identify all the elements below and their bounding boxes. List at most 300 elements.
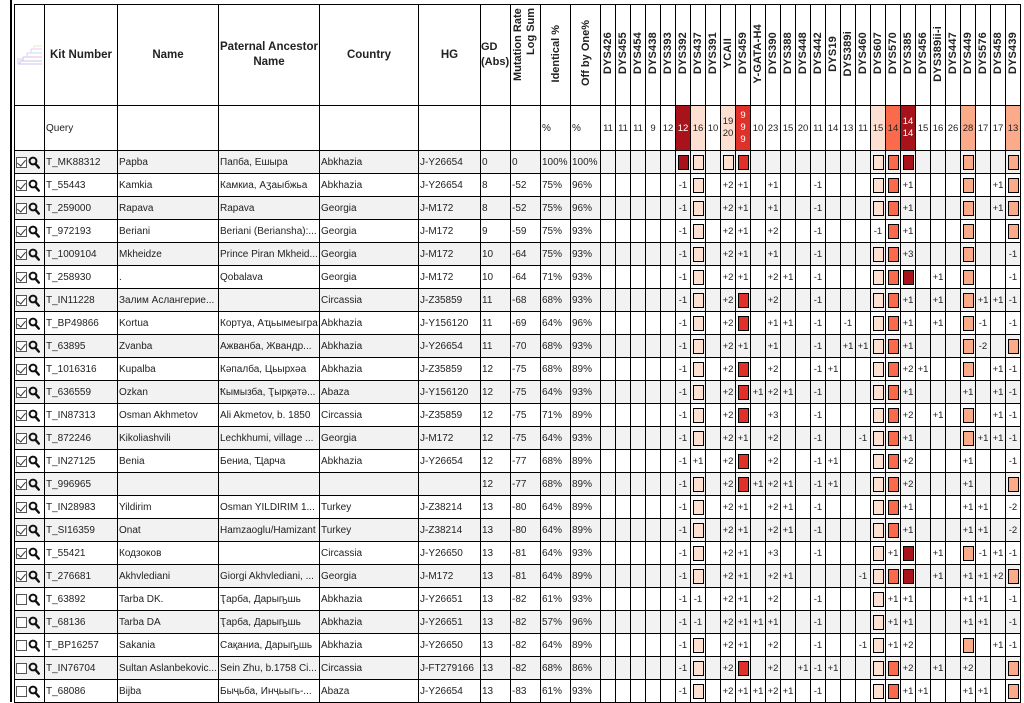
table-row[interactable] bbox=[15, 335, 1021, 358]
haplogroup: J-Y26654 bbox=[419, 151, 481, 174]
marker-diff bbox=[706, 243, 721, 266]
table-row[interactable] bbox=[15, 289, 1021, 312]
col-marker-dys391[interactable] bbox=[706, 5, 721, 106]
marker-match-block bbox=[886, 381, 901, 404]
search-icon[interactable] bbox=[28, 317, 41, 330]
haplogroup: J-Y26654 bbox=[419, 450, 481, 473]
marker-diff bbox=[661, 473, 676, 496]
search-icon[interactable] bbox=[28, 294, 41, 307]
marker-diff bbox=[781, 289, 796, 312]
col-hg[interactable]: HG bbox=[419, 5, 481, 106]
marker-diff bbox=[661, 404, 676, 427]
row-checkbox[interactable] bbox=[16, 341, 27, 352]
col-off-by-one[interactable] bbox=[571, 5, 601, 106]
name: Benia bbox=[118, 450, 219, 473]
row-checkbox[interactable] bbox=[16, 226, 27, 237]
marker-diff bbox=[646, 358, 661, 381]
marker-diff bbox=[916, 404, 931, 427]
table-row[interactable] bbox=[15, 220, 1021, 243]
search-icon[interactable] bbox=[28, 501, 41, 514]
marker-match-block bbox=[691, 312, 706, 335]
table-row[interactable] bbox=[15, 634, 1021, 657]
query-mr-cell bbox=[511, 106, 541, 151]
row-checkbox[interactable] bbox=[16, 295, 27, 306]
marker-diff: -1 bbox=[1006, 611, 1021, 634]
mutation-rate: -80 bbox=[511, 519, 541, 542]
col-marker-dys390[interactable] bbox=[766, 5, 781, 106]
search-icon[interactable] bbox=[28, 570, 41, 583]
marker-diff bbox=[601, 634, 616, 657]
marker-diff: -1 bbox=[1006, 381, 1021, 404]
identical-percent: 61% bbox=[541, 588, 571, 611]
kit-number[interactable]: T_1016316 bbox=[45, 358, 118, 381]
col-marker-dys439[interactable] bbox=[1006, 5, 1021, 106]
kit-number[interactable]: T_972193 bbox=[45, 220, 118, 243]
row-checkbox[interactable] bbox=[16, 272, 27, 283]
marker-label: YCAII bbox=[722, 38, 734, 69]
kit-number[interactable]: T_IN27125 bbox=[45, 450, 118, 473]
off-by-one-percent: 89% bbox=[571, 634, 601, 657]
search-icon[interactable] bbox=[28, 248, 41, 261]
marker-diff bbox=[841, 197, 856, 220]
kit-number[interactable]: T_55443 bbox=[45, 174, 118, 197]
marker-diff bbox=[931, 427, 946, 450]
table-row[interactable] bbox=[15, 588, 1021, 611]
marker-diff: +2 bbox=[901, 657, 916, 680]
marker-match-block bbox=[886, 427, 901, 450]
country: Circassia bbox=[320, 404, 419, 427]
marker-match-block bbox=[691, 404, 706, 427]
col-country[interactable]: Country bbox=[320, 5, 419, 106]
marker-diff bbox=[616, 588, 631, 611]
col-marker-dys392[interactable] bbox=[676, 5, 691, 106]
kit-number[interactable]: T_IN11228 bbox=[45, 289, 118, 312]
marker-diff bbox=[931, 174, 946, 197]
identical-percent: 68% bbox=[541, 450, 571, 473]
marker-label: DYS570 bbox=[887, 32, 899, 75]
row-checkbox[interactable] bbox=[16, 663, 27, 674]
kit-number[interactable]: T_55421 bbox=[45, 542, 118, 565]
marker-diff bbox=[946, 174, 961, 197]
table-row[interactable] bbox=[15, 358, 1021, 381]
col-marker-dys458[interactable] bbox=[991, 5, 1006, 106]
table-row[interactable] bbox=[15, 197, 1021, 220]
col-marker-ycaii[interactable] bbox=[721, 5, 736, 106]
marker-diff: +2 bbox=[766, 496, 781, 519]
marker-diff bbox=[856, 542, 871, 565]
table-row[interactable] bbox=[15, 381, 1021, 404]
query-marker-value: 11 bbox=[601, 106, 616, 151]
row-checkbox[interactable] bbox=[16, 203, 27, 214]
marker-diff bbox=[826, 565, 841, 588]
search-icon[interactable] bbox=[28, 271, 41, 284]
table-row[interactable] bbox=[15, 243, 1021, 266]
col-marker-dys447[interactable] bbox=[946, 5, 961, 106]
marker-diff bbox=[946, 289, 961, 312]
marker-diff: +1 bbox=[781, 473, 796, 496]
marker-diff: +2 bbox=[721, 611, 736, 634]
col-marker-dys442[interactable] bbox=[811, 5, 826, 106]
marker-color-block bbox=[1008, 684, 1019, 699]
marker-label: DYS389ii-i bbox=[932, 25, 944, 82]
col-marker-dys448[interactable] bbox=[796, 5, 811, 106]
marker-match-block bbox=[961, 243, 976, 266]
col-marker-dys393[interactable] bbox=[661, 5, 676, 106]
table-row[interactable] bbox=[15, 611, 1021, 634]
marker-diff bbox=[781, 220, 796, 243]
table-row[interactable] bbox=[15, 565, 1021, 588]
table-row[interactable] bbox=[15, 473, 1021, 496]
col-paternal-ancestor[interactable]: Paternal Ancestor Name bbox=[219, 5, 320, 106]
col-marker-dys576[interactable] bbox=[976, 5, 991, 106]
marker-color-block bbox=[873, 408, 884, 423]
marker-diff: +1 bbox=[736, 174, 751, 197]
search-icon[interactable] bbox=[28, 547, 41, 560]
marker-diff bbox=[646, 657, 661, 680]
paternal-ancestor: Osman YILDIRIM 1... bbox=[219, 496, 320, 519]
marker-match-block bbox=[886, 243, 901, 266]
paternal-ancestor: Ҟымызба, Ҭырқәтә... bbox=[219, 381, 320, 404]
row-checkbox[interactable] bbox=[16, 364, 27, 375]
marker-diff bbox=[751, 657, 766, 680]
query-select-cell bbox=[15, 106, 45, 151]
col-marker-dys426[interactable] bbox=[601, 5, 616, 106]
select-cell bbox=[15, 220, 45, 243]
marker-diff bbox=[976, 381, 991, 404]
marker-match-block bbox=[691, 335, 706, 358]
marker-diff: +2 bbox=[961, 657, 976, 680]
marker-color-block bbox=[693, 339, 704, 354]
identical-percent: 68% bbox=[541, 289, 571, 312]
col-marker-dys438[interactable] bbox=[646, 5, 661, 106]
marker-diff: -1 bbox=[676, 588, 691, 611]
col-marker-dys460[interactable] bbox=[856, 5, 871, 106]
marker-diff bbox=[661, 312, 676, 335]
row-checkbox[interactable] bbox=[16, 387, 27, 398]
marker-diff bbox=[706, 427, 721, 450]
row-checkbox[interactable] bbox=[16, 594, 27, 605]
marker-label: DYS388 bbox=[782, 32, 794, 75]
select-cell bbox=[15, 404, 45, 427]
marker-match-block bbox=[691, 634, 706, 657]
col-kit-number[interactable]: Kit Number bbox=[45, 5, 118, 106]
marker-diff: -1 bbox=[1006, 289, 1021, 312]
marker-diff bbox=[781, 611, 796, 634]
marker-diff: -1 bbox=[1006, 243, 1021, 266]
marker-diff bbox=[646, 266, 661, 289]
col-gd[interactable]: GD (Abs) bbox=[481, 5, 511, 106]
row-checkbox[interactable] bbox=[16, 686, 27, 697]
marker-diff bbox=[646, 611, 661, 634]
col-marker-dys389i[interactable] bbox=[841, 5, 856, 106]
table-row[interactable] bbox=[15, 542, 1021, 565]
genetic-distance: 13 bbox=[481, 611, 511, 634]
marker-diff bbox=[706, 358, 721, 381]
marker-match-block bbox=[691, 174, 706, 197]
paternal-ancestor: Qobalava bbox=[219, 266, 320, 289]
marker-match-block bbox=[676, 151, 691, 174]
table-row[interactable] bbox=[15, 496, 1021, 519]
col-marker-dys389ii-i[interactable] bbox=[931, 5, 946, 106]
table-row[interactable] bbox=[15, 312, 1021, 335]
marker-diff bbox=[856, 197, 871, 220]
kit-number[interactable]: T_63895 bbox=[45, 335, 118, 358]
marker-diff: -1 bbox=[676, 404, 691, 427]
marker-color-block bbox=[888, 408, 899, 423]
marker-diff bbox=[616, 657, 631, 680]
identical-percent: 68% bbox=[541, 473, 571, 496]
marker-diff bbox=[781, 657, 796, 680]
marker-diff bbox=[661, 220, 676, 243]
identical-percent: 68% bbox=[541, 358, 571, 381]
marker-diff bbox=[796, 220, 811, 243]
marker-diff: +1 bbox=[886, 611, 901, 634]
identical-percent: 64% bbox=[541, 496, 571, 519]
row-checkbox[interactable] bbox=[16, 502, 27, 513]
country: Abaza bbox=[320, 680, 419, 703]
select-cell bbox=[15, 473, 45, 496]
kit-number[interactable]: T_63892 bbox=[45, 588, 118, 611]
marker-diff bbox=[931, 496, 946, 519]
marker-diff: -1 bbox=[1006, 404, 1021, 427]
tree-logo-icon[interactable] bbox=[15, 44, 44, 66]
kit-number[interactable]: T_IN76704 bbox=[45, 657, 118, 680]
haplogroup: J-Y26654 bbox=[419, 174, 481, 197]
col-marker-dys388[interactable] bbox=[781, 5, 796, 106]
marker-diff bbox=[781, 634, 796, 657]
paternal-ancestor: Сақаниа, Дарыҧшь bbox=[219, 634, 320, 657]
haplogroup: J-Y26654 bbox=[419, 335, 481, 358]
marker-diff bbox=[826, 220, 841, 243]
select-cell bbox=[15, 289, 45, 312]
kit-number[interactable]: T_SI16359 bbox=[45, 519, 118, 542]
marker-diff: +1 bbox=[766, 174, 781, 197]
marker-diff: +1 bbox=[781, 381, 796, 404]
query-marker-value: 14 bbox=[826, 106, 841, 151]
marker-diff bbox=[946, 335, 961, 358]
search-icon[interactable] bbox=[28, 202, 41, 215]
paternal-ancestor: Giorgi Akhvlediani, ... bbox=[219, 565, 320, 588]
row-checkbox[interactable] bbox=[16, 249, 27, 260]
marker-diff: +1 bbox=[751, 680, 766, 703]
kit-number[interactable]: T_872246 bbox=[45, 427, 118, 450]
kit-number[interactable]: T_259000 bbox=[45, 197, 118, 220]
marker-diff: +2 bbox=[721, 565, 736, 588]
marker-diff: +1 bbox=[736, 519, 751, 542]
search-icon[interactable] bbox=[28, 455, 41, 468]
kit-number[interactable]: T_68136 bbox=[45, 611, 118, 634]
search-icon[interactable] bbox=[28, 156, 41, 169]
marker-match-block bbox=[871, 680, 886, 703]
row-checkbox[interactable] bbox=[16, 433, 27, 444]
col-marker-dys570[interactable] bbox=[886, 5, 901, 106]
marker-diff bbox=[706, 519, 721, 542]
marker-label: DYS447 bbox=[947, 32, 959, 75]
marker-diff: +2 bbox=[766, 565, 781, 588]
paternal-ancestor: Rapava bbox=[219, 197, 320, 220]
search-icon[interactable] bbox=[28, 363, 41, 376]
marker-color-block bbox=[873, 293, 884, 308]
search-icon[interactable] bbox=[28, 662, 41, 675]
search-icon[interactable] bbox=[28, 340, 41, 353]
select-cell bbox=[15, 611, 45, 634]
row-checkbox[interactable] bbox=[16, 617, 27, 628]
marker-diff: +1 bbox=[916, 358, 931, 381]
marker-diff: +1 bbox=[736, 611, 751, 634]
marker-label: DYS460 bbox=[857, 32, 869, 75]
marker-diff bbox=[991, 220, 1006, 243]
search-icon[interactable] bbox=[28, 432, 41, 445]
col-marker-dys437[interactable] bbox=[691, 5, 706, 106]
country: Abkhazia bbox=[320, 634, 419, 657]
genetic-distance: 11 bbox=[481, 289, 511, 312]
marker-diff: +2 bbox=[721, 680, 736, 703]
row-checkbox[interactable] bbox=[16, 410, 27, 421]
col-marker-dys459[interactable] bbox=[736, 5, 751, 106]
marker-diff bbox=[601, 358, 616, 381]
marker-diff: +1 bbox=[901, 588, 916, 611]
search-icon[interactable] bbox=[28, 225, 41, 238]
marker-color-block bbox=[963, 201, 974, 216]
marker-diff bbox=[841, 266, 856, 289]
marker-diff bbox=[931, 680, 946, 703]
marker-diff bbox=[601, 473, 616, 496]
search-icon[interactable] bbox=[28, 685, 41, 698]
kit-number[interactable]: T_IN28983 bbox=[45, 496, 118, 519]
row-checkbox[interactable] bbox=[16, 525, 27, 536]
table-row[interactable] bbox=[15, 427, 1021, 450]
marker-diff: +1 bbox=[901, 611, 916, 634]
col-marker-dys455[interactable] bbox=[616, 5, 631, 106]
kit-number[interactable]: T_BP49866 bbox=[45, 312, 118, 335]
marker-diff: +2 bbox=[721, 358, 736, 381]
row-checkbox[interactable] bbox=[16, 456, 27, 467]
country: Abkhazia bbox=[320, 588, 419, 611]
marker-diff bbox=[841, 243, 856, 266]
row-checkbox[interactable] bbox=[16, 318, 27, 329]
kit-number[interactable]: T_BP16257 bbox=[45, 634, 118, 657]
table-row[interactable] bbox=[15, 174, 1021, 197]
marker-diff: +1 bbox=[976, 565, 991, 588]
marker-diff bbox=[661, 565, 676, 588]
kit-number[interactable]: T_258930 bbox=[45, 266, 118, 289]
marker-match-block bbox=[1006, 174, 1021, 197]
marker-match-block bbox=[691, 496, 706, 519]
kit-number[interactable]: T_996965 bbox=[45, 473, 118, 496]
kit-number[interactable]: T_276681 bbox=[45, 565, 118, 588]
query-marker-value: 11 bbox=[631, 106, 646, 151]
col-marker-dys449[interactable] bbox=[961, 5, 976, 106]
kit-number[interactable]: T_MK88312 bbox=[45, 151, 118, 174]
col-marker-dys607[interactable] bbox=[871, 5, 886, 106]
marker-diff: +1 bbox=[976, 496, 991, 519]
marker-diff: -1 bbox=[811, 174, 826, 197]
paternal-ancestor bbox=[219, 289, 320, 312]
kit-number[interactable]: T_IN87313 bbox=[45, 404, 118, 427]
col-marker-dys19[interactable] bbox=[826, 5, 841, 106]
row-checkbox[interactable] bbox=[16, 479, 27, 490]
search-icon[interactable] bbox=[28, 616, 41, 629]
table-row[interactable] bbox=[15, 151, 1021, 174]
row-checkbox[interactable] bbox=[16, 571, 27, 582]
marker-diff: +2 bbox=[766, 427, 781, 450]
paternal-ancestor: Бениа, Ҵарча bbox=[219, 450, 320, 473]
kit-number[interactable]: T_68086 bbox=[45, 680, 118, 703]
row-checkbox[interactable] bbox=[16, 157, 27, 168]
search-icon[interactable] bbox=[28, 179, 41, 192]
marker-match-block bbox=[1006, 473, 1021, 496]
search-icon[interactable] bbox=[28, 639, 41, 652]
table-row[interactable] bbox=[15, 519, 1021, 542]
marker-diff: +1 bbox=[736, 565, 751, 588]
marker-diff: +1 bbox=[901, 174, 916, 197]
marker-diff: -1 bbox=[676, 358, 691, 381]
marker-diff: -1 bbox=[676, 174, 691, 197]
marker-diff bbox=[646, 243, 661, 266]
table-row[interactable] bbox=[15, 450, 1021, 473]
col-name[interactable]: Name bbox=[118, 5, 219, 106]
kit-number[interactable]: T_636559 bbox=[45, 381, 118, 404]
marker-diff: +1 bbox=[736, 197, 751, 220]
col-marker-y-gata-h4[interactable] bbox=[751, 5, 766, 106]
marker-diff: +1 bbox=[901, 197, 916, 220]
col-marker-dys385[interactable] bbox=[901, 5, 916, 106]
col-mutation-rate[interactable] bbox=[511, 5, 541, 106]
marker-diff: -1 bbox=[676, 335, 691, 358]
query-marker-value: 11 bbox=[811, 106, 826, 151]
marker-diff bbox=[706, 312, 721, 335]
haplogroup: J-Y26654 bbox=[419, 680, 481, 703]
marker-diff bbox=[946, 542, 961, 565]
search-icon[interactable] bbox=[28, 409, 41, 422]
table-row[interactable] bbox=[15, 657, 1021, 680]
col-marker-dys456[interactable] bbox=[916, 5, 931, 106]
marker-color-block bbox=[888, 201, 899, 216]
search-icon[interactable] bbox=[28, 593, 41, 606]
search-icon[interactable] bbox=[28, 386, 41, 399]
name: Mkheidze bbox=[118, 243, 219, 266]
marker-diff bbox=[601, 335, 616, 358]
row-checkbox[interactable] bbox=[16, 180, 27, 191]
row-checkbox[interactable] bbox=[16, 548, 27, 559]
search-icon[interactable] bbox=[28, 524, 41, 537]
marker-diff: +1 bbox=[901, 289, 916, 312]
row-checkbox[interactable] bbox=[16, 640, 27, 651]
search-icon[interactable] bbox=[28, 478, 41, 491]
identical-percent: 64% bbox=[541, 519, 571, 542]
table-row[interactable] bbox=[15, 680, 1021, 703]
table-row[interactable] bbox=[15, 404, 1021, 427]
col-identical[interactable] bbox=[541, 5, 571, 106]
marker-diff bbox=[826, 427, 841, 450]
marker-diff bbox=[781, 197, 796, 220]
col-marker-dys454[interactable] bbox=[631, 5, 646, 106]
marker-diff: +2 bbox=[721, 427, 736, 450]
marker-diff: +1 bbox=[931, 565, 946, 588]
tree-logo-cell[interactable] bbox=[15, 5, 45, 106]
marker-diff bbox=[646, 450, 661, 473]
marker-diff bbox=[826, 542, 841, 565]
kit-number[interactable]: T_1009104 bbox=[45, 243, 118, 266]
marker-diff bbox=[706, 266, 721, 289]
paternal-ancestor: Beriani (Beriansha):... bbox=[219, 220, 320, 243]
marker-diff: +2 bbox=[721, 381, 736, 404]
query-ancestor-cell bbox=[219, 106, 320, 151]
marker-color-block bbox=[693, 293, 704, 308]
table-row[interactable] bbox=[15, 266, 1021, 289]
marker-diff bbox=[706, 473, 721, 496]
marker-diff: +1 bbox=[931, 312, 946, 335]
